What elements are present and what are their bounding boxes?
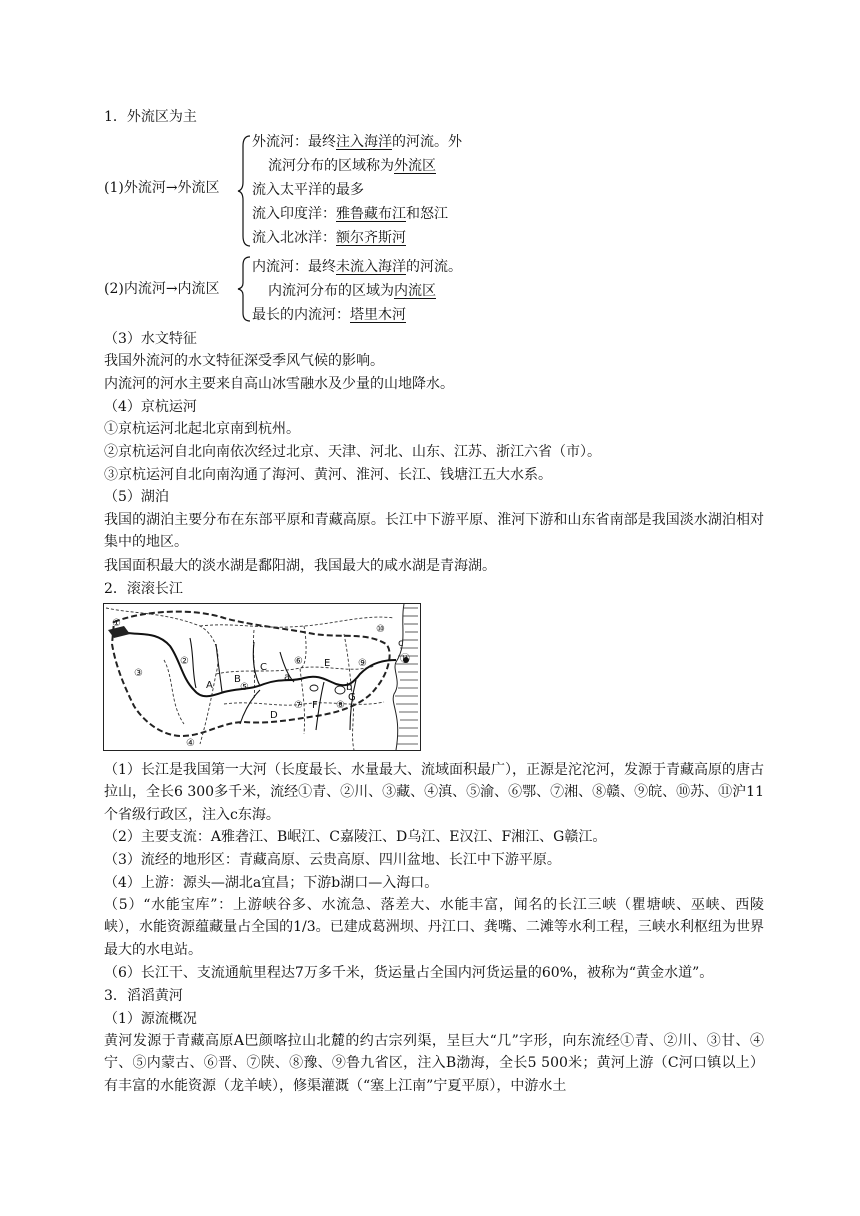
province-boundaries (106, 608, 394, 750)
brace-1-items (252, 130, 462, 250)
canal-text-2: ②京杭运河自北向南依次经过北京、天津、河北、山东、江苏、浙江六省（市）。 (104, 444, 601, 460)
yangtze-text-3: （3）流经的地形区：青藏高原、云贵高原、四川盆地、长江中下游平原。 (104, 852, 561, 868)
svg-text:⑨: ⑨ (358, 658, 367, 669)
brace-2-line-1: 内流河：最终未流入海洋的河流。 (252, 259, 462, 275)
svg-text:G: G (348, 692, 356, 703)
yangtze-text-6: （6）长江干、支流通航里程达7万多千米，货运量占全国内河货运量的60%，被称为“黄金水道”。 (104, 965, 714, 981)
yangtze-text-2: （2）主要支流：A雅砻江、B岷江、C嘉陵江、D乌江、E汉江、F湘江、G赣江。 (104, 829, 607, 845)
lakes-text-1: 我国的湖泊主要分布在东部平原和青藏高原。长江中下游平原、淮河下游和山东省南部是我国淡水湖泊相对集中的地区。 (104, 512, 764, 551)
yellow-river-heading: （1）源流概况 (104, 1011, 197, 1027)
yangtze-text-4: （4）上游：源头—湖北a宜昌；下游b湖口—入海口。 (104, 875, 439, 891)
yangtze-river-map (103, 603, 421, 751)
svg-text:E: E (324, 658, 331, 669)
brace-2-bracket (236, 255, 252, 323)
svg-text:F: F (312, 700, 318, 711)
yangtze-text-1: （1）长江是我国第一大河（长度最长、水量最大、流域面积最广），正源是沱沱河，发源于青藏高原的唐古拉山，全长6 300多千米，流经①青、②川、③藏、④滇、⑤渝、⑥鄂、⑦湘、⑧赣、⑨皖、⑩苏、⑪沪11个省级行政区，注入c东海。 (104, 762, 764, 823)
brace-2-items (252, 255, 462, 327)
svg-text:a: a (284, 672, 291, 683)
brace-1-line-5: 流入北冰洋：额尔齐斯河 (252, 230, 406, 246)
section-3-heading: 3．滔滔黄河 (104, 988, 183, 1004)
svg-text:⑧: ⑧ (336, 700, 345, 711)
brace-1-line-4: 流入印度洋：雅鲁藏布江和怒江 (252, 206, 448, 222)
svg-text:D: D (270, 710, 278, 721)
canal-heading: （4）京杭运河 (104, 399, 197, 415)
svg-text:⑥: ⑥ (294, 656, 303, 667)
canal-text-1: ①京杭运河北起北京南到杭州。 (104, 421, 300, 437)
svg-text:②: ② (180, 656, 189, 667)
svg-text:③: ③ (134, 668, 143, 679)
yellow-river-text-1: 黄河发源于青藏高原A巴颜喀拉山北麓的约古宗列渠，呈巨大“几”字形，向东流经①青、②川、③甘、④宁、⑤内蒙古、⑥晋、⑦陕、⑧豫、⑨鲁九省区，注入B渤海，全长5 500米；黄河上游（C河口镇以上）有丰富的水能资源（龙羊峡），修渠灌溉（“塞上江南”宁夏平原），中游水土 (104, 1033, 764, 1094)
svg-text:C: C (260, 662, 267, 673)
svg-text:b: b (346, 682, 353, 693)
brace-2-line-3: 最长的内流河：塔里木河 (252, 307, 406, 323)
lakes-heading: （5）湖泊 (104, 489, 169, 505)
canal-text-3: ③京杭运河自北向南沟通了海河、黄河、淮河、长江、钱塘江五大水系。 (104, 467, 552, 483)
svg-text:⑦: ⑦ (294, 700, 303, 711)
svg-text:④: ④ (186, 738, 195, 749)
hydrology-text-1: 我国外流河的水文特征深受季风气候的影响。 (104, 353, 384, 369)
yangtze-text-5: （5）“水能宝库”：上游峡谷多、水流急、落差大、水能丰富，闻名的长江三峡（瞿塘峡、巫峡、西陵峡），水能资源蕴藏量占全国的1/3。已建成葛洲坝、丹江口、龚嘴、二滩等水利工程，三峡水利枢纽为世界最大的水电站。 (104, 897, 764, 958)
svg-text:c: c (398, 638, 404, 649)
brace-1-line-1: 外流河：最终注入海洋的河流。外 (252, 134, 462, 150)
brace-2-line-2: 内流河分布的区域为内流区 (268, 283, 436, 299)
svg-text:B: B (234, 674, 241, 685)
svg-text:①: ① (112, 618, 121, 629)
brace-1-label: (1)外流河→外流区 (104, 180, 220, 196)
svg-text:⑪: ⑪ (400, 654, 410, 665)
brace-1-line-3: 流入太平洋的最多 (252, 182, 364, 198)
svg-text:⑤: ⑤ (240, 682, 249, 693)
section-2-heading: 2．滚滚长江 (104, 581, 183, 597)
svg-text:⑩: ⑩ (376, 624, 385, 635)
hydrology-text-2: 内流河的河水主要来自高山冰雪融水及少量的山地降水。 (104, 376, 454, 392)
lakes-text-2: 我国面积最大的淡水湖是鄱阳湖，我国最大的咸水湖是青海湖。 (104, 558, 496, 574)
sea-hatching (395, 608, 418, 744)
brace-1-line-2: 流河分布的区域称为外流区 (268, 158, 436, 174)
section-1-heading: 1．外流区为主 (104, 109, 197, 125)
lake-dongting (310, 685, 318, 691)
svg-text:A: A (206, 680, 213, 691)
brace-1-bracket (236, 134, 252, 248)
lake-poyang (335, 686, 345, 694)
brace-2-label: (2)内流河→内流区 (104, 281, 220, 297)
hydrology-heading: （3）水文特征 (104, 331, 197, 347)
